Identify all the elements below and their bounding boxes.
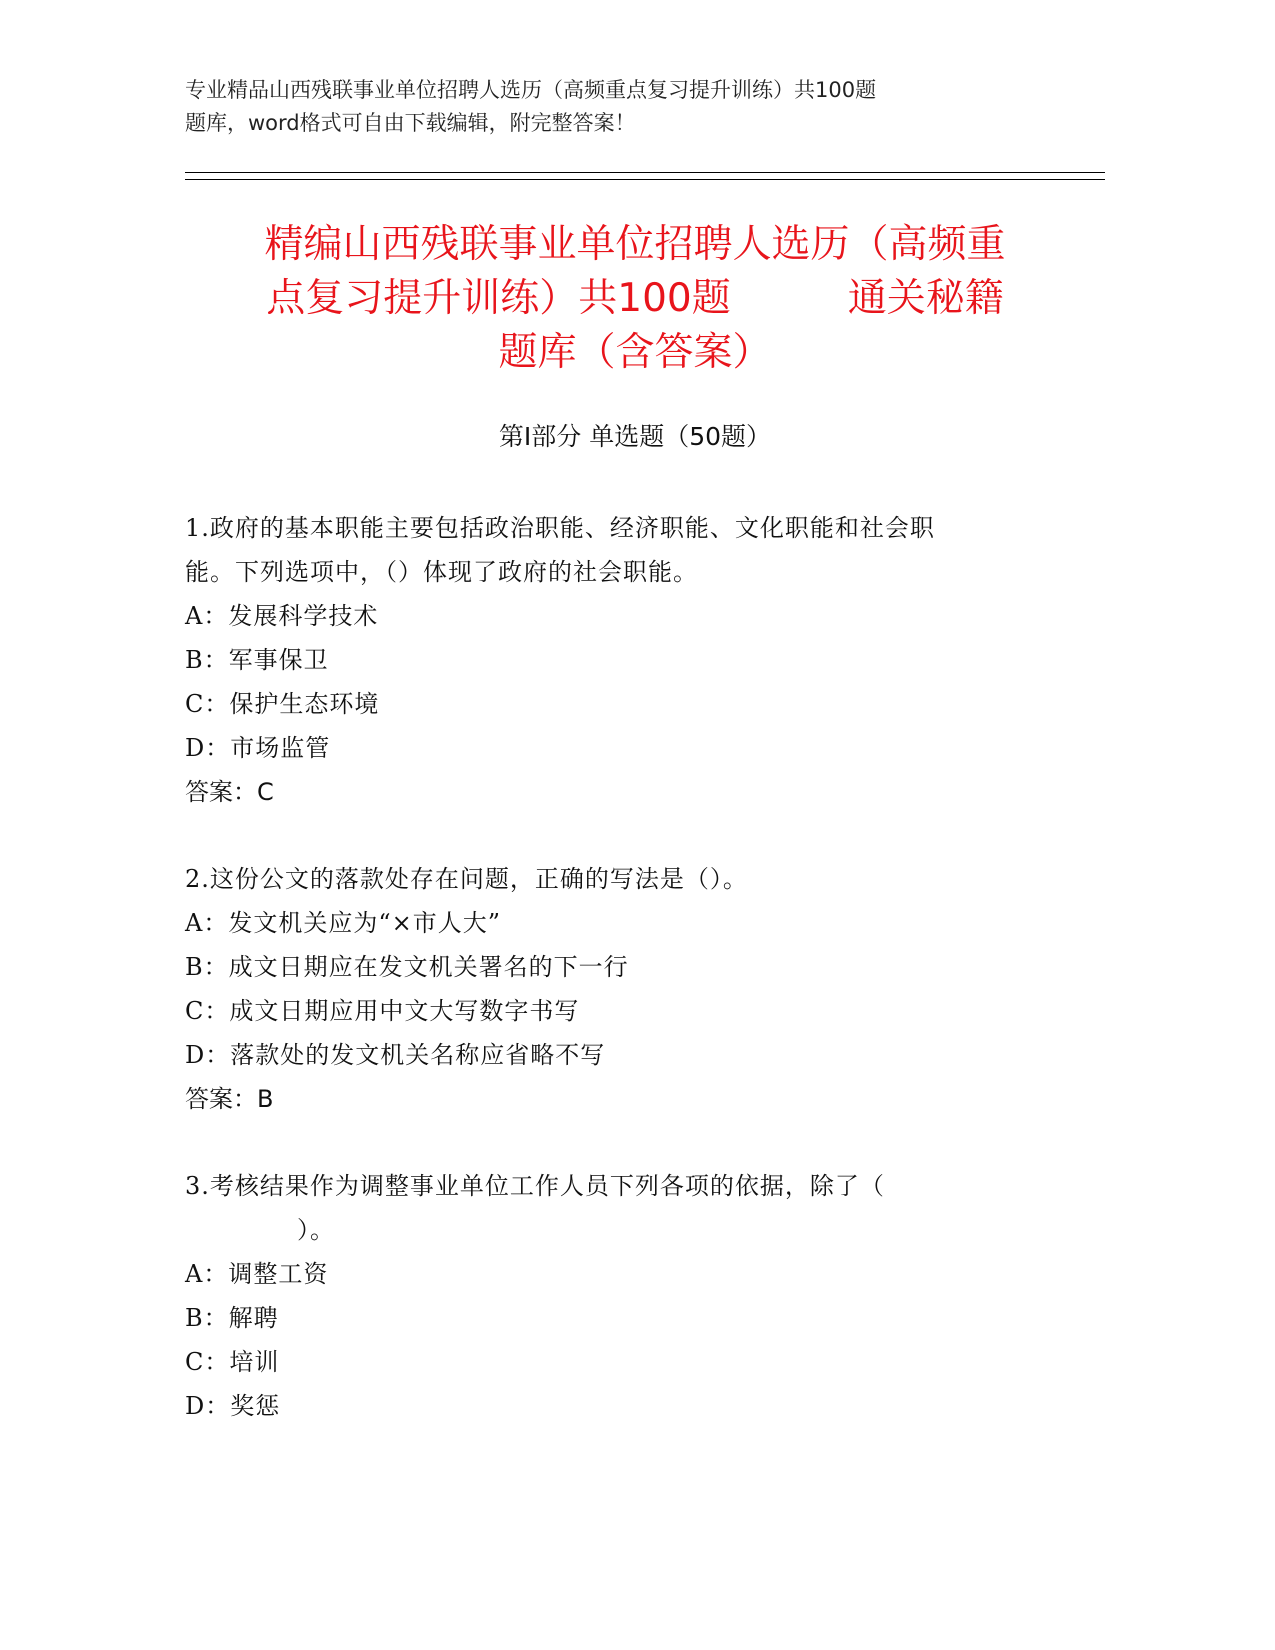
question-stem: 1.政府的基本职能主要包括政治职能、经济职能、文化职能和社会职 (185, 514, 935, 542)
option-a: A：发文机关应为“×市人大” (185, 909, 501, 937)
option-c: C：成文日期应用中文大写数字书写 (185, 997, 580, 1025)
divider-top (185, 172, 1105, 173)
question-stem-continued: 能。下列选项中，（）体现了政府的社会职能。 (185, 558, 698, 586)
question-list (185, 506, 1085, 1428)
answer: 答案：C (185, 778, 274, 806)
option-b: B：成文日期应在发文机关署名的下一行 (185, 953, 629, 981)
question-2 (185, 857, 1085, 1121)
question-3 (185, 1164, 1085, 1428)
option-a: A：调整工资 (185, 1260, 329, 1288)
option-c: C：保护生态环境 (185, 690, 380, 718)
option-d: D：奖惩 (185, 1392, 281, 1420)
question-stem: 2.这份公文的落款处存在问题，正确的写法是（）。 (185, 865, 748, 893)
option-d: D：落款处的发文机关名称应省略不写 (185, 1041, 606, 1069)
header-note-line-2: 题库，word格式可自由下载编辑，附完整答案！ (185, 111, 636, 135)
section-title: 第Ⅰ部分 单选题（50题） (498, 422, 772, 451)
option-b: B：解聘 (185, 1304, 279, 1332)
option-a: A：发展科学技术 (185, 602, 379, 630)
answer: 答案：B (185, 1085, 274, 1113)
option-b: B：军事保卫 (185, 646, 329, 674)
question-stem: 3.考核结果作为调整事业单位工作人员下列各项的依据，除了（ (185, 1172, 885, 1200)
document-title (185, 218, 1085, 380)
document-title-line-1: 精编山西残联事业单位招聘人选历（高频重 (264, 222, 1006, 267)
divider-bottom (185, 179, 1105, 180)
header-note (185, 74, 1065, 140)
option-d: D：市场监管 (185, 734, 331, 762)
header-note-line-1: 专业精品山西残联事业单位招聘人选历（高频重点复习提升训练）共100题 (185, 78, 877, 102)
question-stem-continued: ）。 (297, 1216, 335, 1244)
document-title-line-2: 点复习提升训练）共100题 通关秘籍 (266, 276, 1004, 321)
spacer (185, 814, 1085, 857)
question-1 (185, 506, 1085, 814)
option-c: C：培训 (185, 1348, 280, 1376)
document-title-line-3: 题库（含答案） (498, 330, 772, 375)
spacer (185, 1121, 1085, 1164)
